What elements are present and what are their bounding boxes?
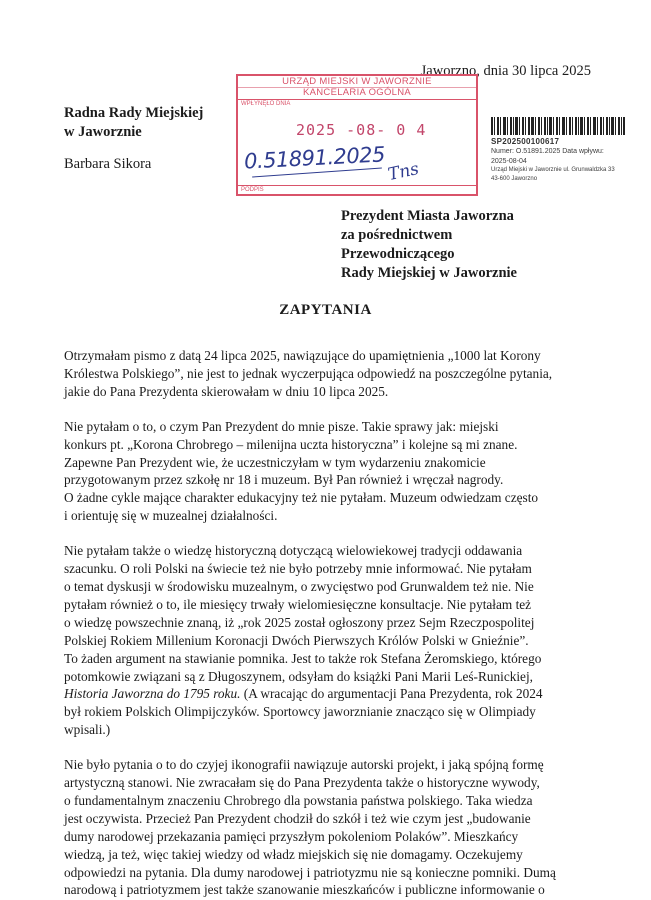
text-line: konkurs pt. „Korona Chrobrego – milenijna uczta historyczna” i kolejne są mi znane. bbox=[64, 436, 518, 452]
text-line: jakie do Pana Prezydenta skierowałam w dniu 10 lipca 2025. bbox=[64, 383, 389, 399]
sender-title-line1: Radna Rady Miejskiej bbox=[64, 105, 204, 121]
text-line: Nie pytałam także o wiedzę historyczną dotyczącą wielowiekowej tradycji oddawania bbox=[64, 543, 523, 559]
text-line: narodową i patriotyzmem jest także szanowanie mieszkańców i publiczne informowanie o bbox=[64, 882, 545, 898]
text-line: przygotowanym przez szkołę nr 18 i muzeum. Był Pan również i wręczał nagrody. bbox=[64, 472, 504, 488]
text-line: jest oczywista. Przecież Pan Prezydent chodził do szkół i też wie czym jest „budowanie bbox=[64, 810, 531, 826]
text-line: o wiedzę powszechnie znaną, iż „rok 2025 został ogłoszony przez Sejm Rzeczpospolitej bbox=[64, 614, 535, 630]
text-line: był rokiem Polskich Olimpijczyków. Sportowcy jaworznianie znacząco się w Olimpiady bbox=[64, 704, 536, 720]
text-line: dumy narodowej przekazania pamięci przyszłym pokoleniom Polaków”. Mieszkańcy bbox=[64, 828, 519, 844]
barcode-meta-line1: Numer: O.51891.2025 Data wpływu: bbox=[491, 148, 604, 155]
barcode-label bbox=[491, 117, 631, 183]
text-line: szacunku. O roli Polski na świecie też nie było potrzeby mnie informować. Nie pytałam bbox=[64, 561, 532, 577]
paragraph-1 bbox=[64, 347, 604, 401]
paragraph-2 bbox=[64, 418, 604, 525]
sender-block bbox=[64, 104, 203, 174]
text-fragment: (A wracając do argumentacji Pana Prezydenta, rok 2024 bbox=[240, 686, 543, 702]
text-line: Nie było pytania o to do czyjej ikonografii nawiązuje autorski projekt, i jaką spójną formę bbox=[64, 757, 544, 773]
text-line: o temat dyskusji w środowisku muzealnym, o zwycięstwo pod Grunwaldem też nie. Nie bbox=[64, 578, 534, 594]
barcode-meta-line2: 2025-08-04 bbox=[491, 158, 527, 165]
paragraph-3 bbox=[64, 542, 604, 739]
text-line: Polskiej Rokiem Millenium Koronacji Dwóch Pierwszych Królów Polski w Gnieźnie”. bbox=[64, 632, 529, 648]
stamp-office: URZĄD MIEJSKI W JAWORZNIE bbox=[238, 77, 476, 88]
stamp-received-date: 2025 -08- 0 4 bbox=[296, 121, 427, 139]
stamp-department: KANCELARIA OGÓLNA bbox=[302, 87, 412, 98]
recipient-line4: Rady Miejskiej w Jaworznie bbox=[341, 265, 517, 281]
text-line: pytałam również o to, ile miesięcy trwały wielomiesięczne konsultacje. Nie pytałam też bbox=[64, 596, 532, 612]
stamp-signature-label: PODPIS bbox=[238, 185, 476, 194]
text-line: Nie pytałam o to, o czym Pan Prezydent do mnie pisze. Takie sprawy jak: miejski bbox=[64, 418, 499, 434]
text-line: artystyczną stanowi. Nie zwracałam się do Pana Prezydenta także o historyczne wywody, bbox=[64, 775, 540, 791]
text-line: To żaden argument na stawianie pomnika. Jest to także rok Stefana Żeromskiego, którego bbox=[64, 650, 542, 666]
registration-stamp bbox=[236, 74, 478, 196]
text-line: odpowiedzi na pytania. Dla dumy narodowej i patriotyzmu nie są konieczne pomniki. Dumą bbox=[64, 864, 556, 880]
stamp-header bbox=[238, 76, 476, 100]
barcode-icon bbox=[491, 117, 625, 135]
text-line: o fundamentalnym znaczeniu Chrobrego dla powstania państwa polskiego. Taka wiedza bbox=[64, 792, 533, 808]
stamp-initials: Tns bbox=[386, 158, 421, 186]
recipient-line2: za pośrednictwem bbox=[341, 227, 453, 243]
text-line bbox=[64, 685, 604, 703]
text-line: i orientuję się w muzealnej działalności. bbox=[64, 508, 278, 524]
text-line: Zapewne Pan Prezydent wie, że uczestniczyłam w tym wydarzeniu znakomicie bbox=[64, 454, 486, 470]
letter-body bbox=[64, 347, 604, 900]
paragraph-4 bbox=[64, 756, 604, 899]
text-line: Otrzymałam pismo z datą 24 lipca 2025, nawiązujące do upamiętnienia „1000 lat Korony bbox=[64, 348, 541, 363]
sender-title-line2: w Jaworznie bbox=[64, 124, 142, 140]
document-title: ZAPYTANIA bbox=[279, 302, 372, 318]
text-line: wpisali.) bbox=[64, 722, 111, 738]
text-line: O żadne cykle mające charakter edukacyjny też nie pytałam. Muzeum odwiedzam często bbox=[64, 490, 539, 506]
stamp-registry-number: 0.51891.2025 bbox=[243, 142, 386, 174]
stamp-received-label: WPŁYNĘŁO DNIA bbox=[241, 101, 291, 107]
barcode-address-line1: Urząd Miejski w Jaworznie ul. Grunwaldzka 33 bbox=[491, 167, 615, 173]
barcode-id: SP202500100617 bbox=[491, 137, 560, 146]
barcode-address-line2: 43-600 Jaworzno bbox=[491, 175, 538, 182]
text-line: potomkowie związani są z Długoszynem, odsyłam do książki Pani Marii Leś-Runickiej, bbox=[64, 668, 533, 684]
place-date: Jaworzno, dnia 30 lipca 2025 bbox=[420, 63, 591, 79]
text-line: wiedzą, ja też, więc takiej wiedzy od władz miejskich się nie domagamy. Oczekujemy bbox=[64, 846, 523, 862]
sender-name: Barbara Sikora bbox=[64, 156, 152, 172]
text-line: Królestwa Polskiego”, nie jest to jednak wyczerpująca odpowiedź na poszczególne pytania, bbox=[64, 365, 553, 381]
recipient-line3: Przewodniczącego bbox=[341, 246, 455, 262]
recipient-block bbox=[341, 207, 517, 283]
recipient-line1: Prezydent Miasta Jaworzna bbox=[341, 208, 514, 224]
book-title: Historia Jaworzna do 1795 roku. bbox=[64, 686, 241, 702]
